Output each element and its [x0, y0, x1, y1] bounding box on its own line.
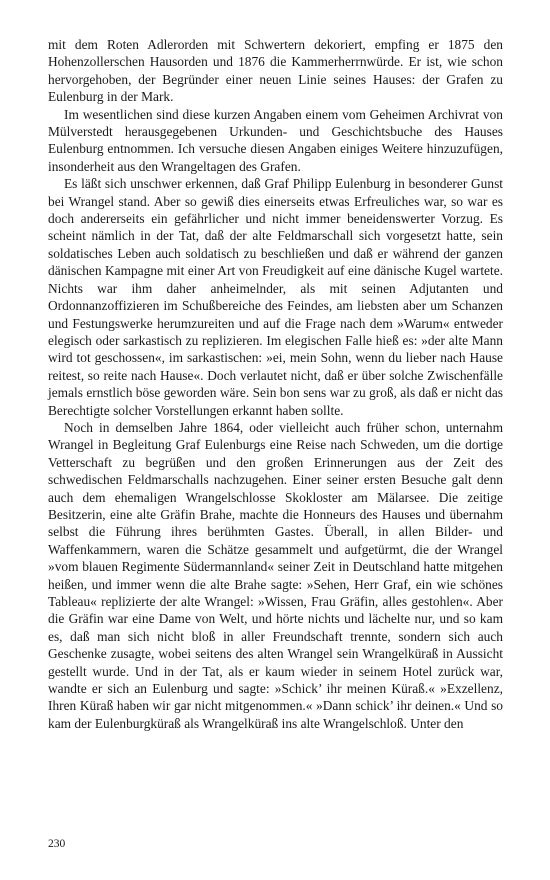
- paragraph-1: mit dem Roten Adlerorden mit Schwertern dekoriert, empfing er 1875 den Hohenzollerschen Hausorden und 1876 die Kammerherrnwürde. Er ist, wie schon hervorgehoben, der Begründer einer neuen Linie seines Hauses: der Grafen zu Eulenburg in der Mark.: [48, 37, 503, 105]
- page-number: 230: [48, 838, 66, 850]
- body-text: [48, 36, 503, 732]
- paragraph-4: Noch in demselben Jahre 1864, oder vielleicht auch früher schon, unternahm Wrangel in Begleitung Graf Eulenburgs eine Reise nach Schweden, um die dortige Vetterschaft zu begrüßen und den großen Erinnerungen aus der Zeit des schwedischen Feldmarschalls nachzugehen. Einer seiner ersten Besuche galt denn auch dem ehemaligen Wrangelschlosse Skokloster am Mälarsee. Die zeitige Besitzerin, eine alte Gräfin Brahe, machte die Honneurs des Hauses und übernahm selbst die Führung ihres berühmten Gastes. Überall, in allen Bilder- und Waffenkammern, waren die Schätze gesammelt und aufgetürmt, die der Wrangel »vom blauen Regimente Südermannland« seiner Zeit in Deutschland hatte mitgehen heißen, und immer wenn die alte Brahe sagte: »Sehen, Herr Graf, ein wie schönes Tableau« replizierte der alte Wrangel: »Wissen, Frau Gräfin, alles gestohlen«. Aber die Gräfin war eine Dame von Welt, und hörte nichts und lächelte nur, und so kam es, daß man sich nicht bloß in aller Freundschaft trennte, sondern sich auch Geschenke zusagte, wobei seitens des alten Wrangel sein Wrangelküraß in Aussicht gestellt wurde. Und in der Tat, als er kaum wieder in seinem Hotel zurück war, wandte er sich an Eulenburg und sagte: »Schick’ ihr meinen Küraß.« »Exzellenz, Ihren Küraß haben wir gar nicht mitgenommen.« »Dann schick’ ihr deinen.« Und so kam der Eulenburgküraß als Wrangelküraß ins alte Wrangelschloß. Unter den: [48, 419, 503, 731]
- paragraph-2: Im wesentlichen sind diese kurzen Angaben einem vom Geheimen Archivrat von Mülverstedt herausgegebenen Urkunden- und Geschichtsbuche des Hauses Eulenburg entnommen. Ich versuche diesen Angaben einiges Weitere hinzuzufügen, insonderheit aus den Wrangeltagen des Grafen.: [48, 106, 503, 174]
- paragraph-3: Es läßt sich unschwer erkennen, daß Graf Philipp Eulenburg in besonderer Gunst bei Wrangel stand. Aber so gewiß dies einerseits etwas Erfreuliches war, so war es doch andererseits ein gefährlicher und nicht immer beneidenswerter Vorzug. Es scheint nämlich in der Tat, daß der alte Feldmarschall sich vorgesetzt hatte, sein soldatisches Leben auch soldatisch zu beschließen und daß er während der ganzen dänischen Kampagne mit einer Art von Freudigkeit auf eine dänische Kugel wartete. Nichts war ihm daher anheimelnder, als mit seinen Adjutanten und Ordonnanzoffizieren im Schußbereiche des Feindes, am liebsten aber um Schanzen und Festungswerke herumzureiten und auf die Frage nach dem »Warum« entweder elegisch oder sarkastisch zu replizieren. Im elegischen Falle hieß es: »der alte Mann wird tot geschossen«, im sarkastischen: »ei, mein Sohn, wenn du lieber nach Hause reitest, so reite nach Hause«. Doch verlautet nicht, daß er über solche Zwischenfälle jemals ernstlich böse geworden wäre. Sein bon sens war zu groß, als daß er nicht das Berechtigte solcher Vorstellungen erkannt haben sollte.: [48, 176, 503, 418]
